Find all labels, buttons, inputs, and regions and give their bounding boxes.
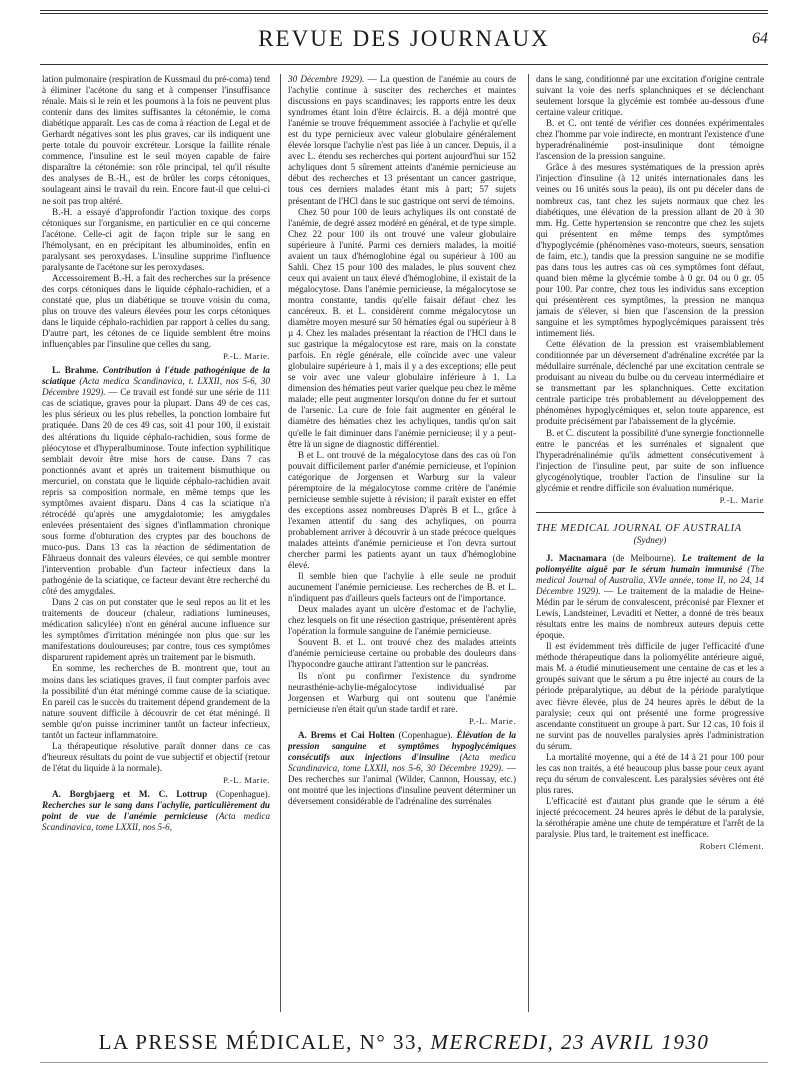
article-title: Le traitement de la poliomyélite aiguë par le sérum humain immunisé (536, 552, 764, 574)
paragraph: Il est évidemment très difficile de juger l'efficacité d'une méthode thérapeutique dans la poliomyélite antérieure aiguë, mais M. a étudié minutieusement une centaine de cas et les a groupés suivant que le sérum a pu être injecté au cours de la période préparalytique, au début de la période paralytique avec fièvre élevée, plus de 24 heures après le début de la paralysie; ceux qui ont présenté une forme progressive ascendante constituent un groupe à part. Sur 12 cas, 10 fois il ne survint pas de nouvelles paralysies après l'administration du sérum. (536, 641, 764, 751)
top-rule (40, 10, 768, 11)
paragraph: Souvent B. et L. ont trouvé chez des malades atteints d'anémie pernicieuse certaine ou probable des douleurs dans l'hypocondre gauche attirant l'attention sur le pancréas. (288, 637, 516, 670)
column-1 (42, 74, 270, 1014)
paragraph: B.-H. a essayé d'approfondir l'action toxique des corps cétoniques sur l'organisme, en particulier en ce qui concerne l'acétone. Celle-ci agit de façon triple sur le sang en l'hémolysant, en en précipitant les albuminoïdes, enfin en paralysant ses peroxydases. L'insuline supprime l'influence paralysante de l'acétone sur les peroxydases. (42, 206, 270, 272)
paragraph: — Ce travail est fondé sur une série de 111 cas de sciatique, graves pour la plupart. Dans 49 de ces cas, les plus sérieux ou les plus rebelles, la ponction lombaire fut pratiquée. Dans 20 de ces 49 cas, soit 41 pour 100, il existait des altérations du liquide céphalo-rachidien, sous forme de pléocytose et d'hyperalbuminose. Toute infection syphilitique semblait devoir être mise hors de cause. Dans 7 cas ponctionnés avant et après un traitement bismuthique ou mercuriel, on constata que le liquide céphalo-rachidien avait repris sa composition normale, en même temps que les symptômes avaient disparu. Dans 4 cas la sciatique n'a rétrocédé qu'après une amygdalotomie; les amygdales enlevées présentaient des signes d'inflammation chronique sous forme d'obturation des cryptes par des bouchons de muco-pus. Dans 13 cas la réaction de sédimentation de Fåhraeus donnait des valeurs élevées, ce qui semble montrer l'intervention probable d'un facteur infectieux dans la pathogénie de la sciatique, ce facteur devant être recherché du côté des amygdales. (42, 387, 270, 597)
article-city: (Copenhague). (398, 729, 453, 740)
article-source: (The medical Journal of Australia, XVIe année, tome II, no 24, 14 Décembre 1929). (536, 563, 764, 597)
paragraph: Cette élévation de la pression est vraisemblablement conditionnée par un déversement d'adrénaline excrétée par la médullaire surrénale, déclenché par une excitation centrale se produisant au niveau du bulbe ou du cerveau intermédiaire et se transmettant par les splanchniques. Cette excitation centrale participe très probablement au développement des phénomènes hypoglycémiques et, selon toute apparence, est produite précisément par l'abaissement de la glycémie. (536, 339, 764, 427)
article-brahme (42, 365, 270, 597)
text-columns (42, 74, 766, 1014)
signature: Robert Clément. (699, 841, 764, 852)
top-rule (40, 13, 768, 14)
article-source: (Acta medica Scandinavica, tome LXXII, nos 5-6, 30 Décembre 1929). (288, 751, 516, 773)
paragraph: Grâce à des mesures systématiques de la pression après l'injection d'insuline (à 12 unités internationales dans les veines ou 16 unités sous la peau), ils ont pu déceler dans de nombreux cas, tant chez les sujets normaux que chez les diabétiques, une élévation de la pression allant de 20 à 30 mm. Hg. Cette hypertension se rencontre que chez les sujets qui présentent en même temps des symptômes d'hypoglycémie (phénomènes vaso-moteurs, sueurs, sensation de faim, etc.), tandis que la pression sanguine ne se modifie pas dans tous les autres cas où ces symptômes font défaut, quand bien même la glycémie tombe à 0 gr. 04 ou 0 gr. 05 pour 100. Par contre, chez tous les individus sans exception qui présentèrent ces symptômes, la pression ne manqua jamais de s'élever, si bien que l'ascension de la pression sanguine et les symptômes hypoglycémiques paraissent très intimement liés. (536, 162, 764, 339)
article-city: (Copenhague). (216, 789, 270, 799)
bottom-rule (40, 1062, 768, 1063)
column-3 (536, 74, 764, 1014)
paragraph: dans le sang, conditionné par une excitation d'origine centrale suivant la voie des nerfs splanchniques et se déclenchant seulement lorsque la glycémie est tombée au-dessous d'une certaine valeur critique. (536, 74, 764, 118)
column-2 (288, 74, 516, 1014)
paragraph: La thérapeutique résolutive paraît donner dans ce cas d'heureux résultats du point de vue subjectif et objectif (retour de l'état du liquide à la normale). (42, 740, 270, 773)
article-source-cont: 30 Décembre 1929). (288, 74, 365, 84)
article-city: (de Melbourne). (612, 552, 676, 563)
article-macnamara (536, 553, 764, 641)
article-brems (288, 730, 516, 807)
article-author: A. Brems et Cai Holten (298, 729, 395, 740)
paragraph: Il semble bien que l'achylie à elle seule ne produit aucunement l'anémie pernicieuse. Les recherches de B. et L. n'indiquent pas d'ailleurs quels facteurs ont de l'importance. (288, 571, 516, 604)
paragraph: Chez 50 pour 100 de leurs achyliques ils ont constaté de l'anémie, de degré assez modéré en général, et de type simple. Chez 22 pour 100 ils ont trouvé une valeur globulaire supérieure à l'unité. Parmi ces derniers malades, la moitié avaient un taux d'hémoglobine égal ou supérieur à 100 au Sahli. Chez 15 pour 100 des malades, le plus souvent chez ceux qui avaient un taux élevé d'hémoglobine, il existait de la mégalocytose. Dans l'anémie pernicieuse, la mégalocytose se montra constante, tandis qu'elle faisait défaut chez les cancéreux. B. et L. considèrent comme mégalocytose un diamètre moyen mesuré sur 50 hématies égal ou supérieur à 8 µ 4. Chez les malades présentant la réaction de l'HCl dans le suc gastrique la mégalocytose est rare, mais on la constate parfois. En règle générale, elle coïncide avec une valeur globulaire supérieure à 1, mais il y a des exceptions; elle peut se voir avec une valeur globulaire inférieure à 1. La dimension des hématies peut varier quelque peu chez le même malade; elle peut augmenter lorsqu'on donne du fer et surtout de l'arsenic. La cure de foie fait augmenter en général le diamètre des hématies chez les achyliques, tandis qu'on sait qu'elle le fait diminuer dans l'anémie pernicieuse; il y a peut-être là un signe de diagnostic différentiel. (288, 206, 516, 449)
article-source: (Acta medica Scandinavica, tome LXXII, nos 5-6, (42, 811, 270, 833)
article-author: J. Macnamara (546, 552, 607, 563)
paragraph: B. et C. ont tenté de vérifier ces données expérimentales chez l'homme par voie indirecte, en montrant l'existence d'une hyperadrénalinémie post-insulinique dont témoigne l'ascension de la pression sanguine. (536, 118, 764, 162)
article-title: Recherches sur le sang dans l'achylie, particulièrement du point de vue de l'anémie pernicieuse (42, 800, 270, 822)
paragraph: Deux malades ayant un ulcère d'estomac et de l'achylie, chez lesquels on fit une résection gastrique, présentèrent après l'opération la formule sanguine de l'anémie pernicieuse. (288, 604, 516, 637)
section-subtitle: (Sydney) (633, 535, 667, 546)
article-source: (Acta medica Scandinavica, t. LXXII, nos 5-6, 30 Décembre 1929). (42, 376, 270, 398)
article-title: Élévation de la pression sanguine et symptômes hypoglycémiques consécutifs aux injections d'insuline (288, 729, 516, 762)
paragraph: lation pulmonaire (respiration de Kussmaul du pré-coma) tend à éliminer l'acétone du sang et à compenser l'insuffisance rénale. Mais si le rein et les poumons à la fois ne peuvent plus contenir dans des limites suffisantes la cétonémie, le coma diabétique apparaît. Les cas de coma à réaction de Legal et de Gerhardt négatives sont les plus graves, car ils indiquent une perte totale du pouvoir excréteur. Lorsque la faillite rénale commence, l'insuline est le seul moyen capable de faire disparaître la cétonémie: son rôle principal, tel qu'il résulte des analyses de B.-H., est de brûler les corps cétoniques, soulageant ainsi le travail du rein. Encore faut-il que celui-ci ne soit pas trop altéré. (42, 74, 270, 206)
page-number: 64 (752, 30, 768, 47)
page-header (40, 20, 768, 60)
paragraph: En somme, les recherches de B. montrent que, tout au moins dans les sciatiques graves, il faut compter parfois avec la possibilité d'un état méningé comme cause de la sciatique. En pareil cas le succès du traitement dépend grandement de la nature souvent difficile à découvrir de cet état méningé. Il semble qu'on puisse incriminer tantôt un facteur infectieux, tantôt un facteur inflammatoire. (42, 663, 270, 740)
paragraph: Dans 2 cas on put constater que le seul repos au lit et les traitements de douceur (chaleur, radiations lumineuses, médication salicylée) n'ont en général aucune influence sur les symptômes d'irritation méningée non plus que sur les manifestations douloureuses; par contre, tous ces symptômes disparurent rapidement après un traitement par le bismuth. (42, 597, 270, 663)
footer-date: MERCREDI, 23 AVRIL 1930 (430, 1030, 710, 1054)
journal-title: REVUE DES JOURNAUX (258, 26, 550, 51)
section-title: THE MEDICAL JOURNAL OF AUSTRALIA (536, 522, 742, 534)
paragraph: Accessoirement B.-H. a fait des recherches sur la présence des corps cétoniques dans le liquide céphalo-rachidien, et a constaté que, plus un diabétique se trouve voisin du coma, plus on trouve des valeurs élevées pour les corps cétoniques dans le liquide céphalo-rachidien par rapport à celles du sang. D'autre part, les cétones de ce liquide semblent être moins influençables par l'insuline que celles du sang. (42, 272, 270, 350)
article-author: A. Borgbjaerg et M. C. Lottrup (52, 789, 208, 799)
paragraph: L'efficacité est d'autant plus grande que le sérum a été injecté précocement. 24 heures après le début de la paralysie, la sérothérapie amène une chute de température et l'arrêt de la paralysie. Plus tard, le traitement est inefficace. (536, 795, 764, 840)
paragraph: B. et C. discutent la possibilité d'une synergie fonctionnelle entre le pancréas et les surrénales et signalent que l'hyperadrénalinémie qu'ils admettent consécutivement à l'injection de l'insuline peut, par suite de son influence glycogénolytique, troubler l'action de l'insuline sur la glycémie et rendre difficile son évaluation numérique. (536, 427, 764, 493)
signature: P.-L. Marie (719, 494, 764, 505)
paragraph: La mortalité moyenne, qui a été de 14 à 21 pour 100 pour les cas non traités, a été beaucoup plus basse pour ceux ayant reçu du sérum de convalescent. Les paralysies sévères ont été plus rares. (536, 751, 764, 795)
article-borgbjaerg (42, 789, 270, 833)
paragraph (288, 74, 516, 207)
paragraph: B et L. ont trouvé de la mégalocytose dans des cas où l'on pouvait difficilement parler d'anémie pernicieuse, et l'opinion catégorique de Jorgensen et Warburg sur la valeur péremptoire de la mégalocytose comme critère de l'anémie pernicieuse semble sujette à révision; il paraît exister en effet des exceptions assez nombreuses D'après B et L., grâce à l'examen attentif du sang des achyliques, on pourra probablement arriver à découvrir à un stade précoce quelques malades atteints d'anémie pernicieuse et l'on devra surtout chercher parmi les patients ayant un taux d'hémoglobine élevé. (288, 449, 516, 571)
signature: P.-L. Marie. (222, 351, 270, 362)
footer-publication: LA PRESSE MÉDICALE, N° 33, (98, 1030, 424, 1054)
paragraph-text: — La question de l'anémie au cours de l'achylie continue à susciter des recherches et maintes discussions en pays scandinaves; les rapports entre les deux syndromes étant loin d'être éclaircis. B. a déjà montré que l'anémie se trouve fréquemment associée à l'achylie et qu'elle est du type pernicieux avec valeur globulaire généralement élevée lorsque l'achylie n'est pas liée à un cancer. Depuis, il a avec L. étendu ses recherches qui portent aujourd'hui sur 152 achyliques dont 5 sûrement atteints d'anémie pernicieuse au début des recherches et 13 présentant un cancer gastrique, tous ces derniers malades étant mis à part; 57 sujets présentant de l'HCl dans le suc gastrique ont servi de témoins. (288, 74, 516, 206)
page-footer (40, 1030, 768, 1055)
header-rule (40, 64, 768, 65)
signature: P.-L. Marie. (468, 715, 516, 726)
signature: P.-L. Marie. (222, 774, 270, 785)
article-title: Contribution à l'étude pathogénique de la sciatique (42, 365, 270, 387)
section-rule (536, 512, 764, 513)
paragraph-text: — Le traitement de la maladie de Heine-Médin par le sérum de convalescent, préconisé par Flexner et Lewis, Landsteiner, Levaditi et Netter, a donné de très beaux résultats entre les mains de nombreux auteurs depuis cette époque. (536, 586, 764, 641)
article-author: L. Brahme. (52, 365, 99, 376)
paragraph-text: — Des recherches sur l'animal (Wilder, Cannon, Houssay, etc.) ont montré que les injections d'insuline peuvent déterminer un déversement considérable de l'adrénaline des surrénales (288, 762, 516, 807)
paragraph: Ils n'ont pu confirmer l'existence du syndrome neurasthénie-achylie-mégalocytose individualisé par Jorgensen et Warburg qui ont soutenu que l'anémie pernicieuse n'en était qu'un stade tardif et rare. (288, 670, 516, 714)
